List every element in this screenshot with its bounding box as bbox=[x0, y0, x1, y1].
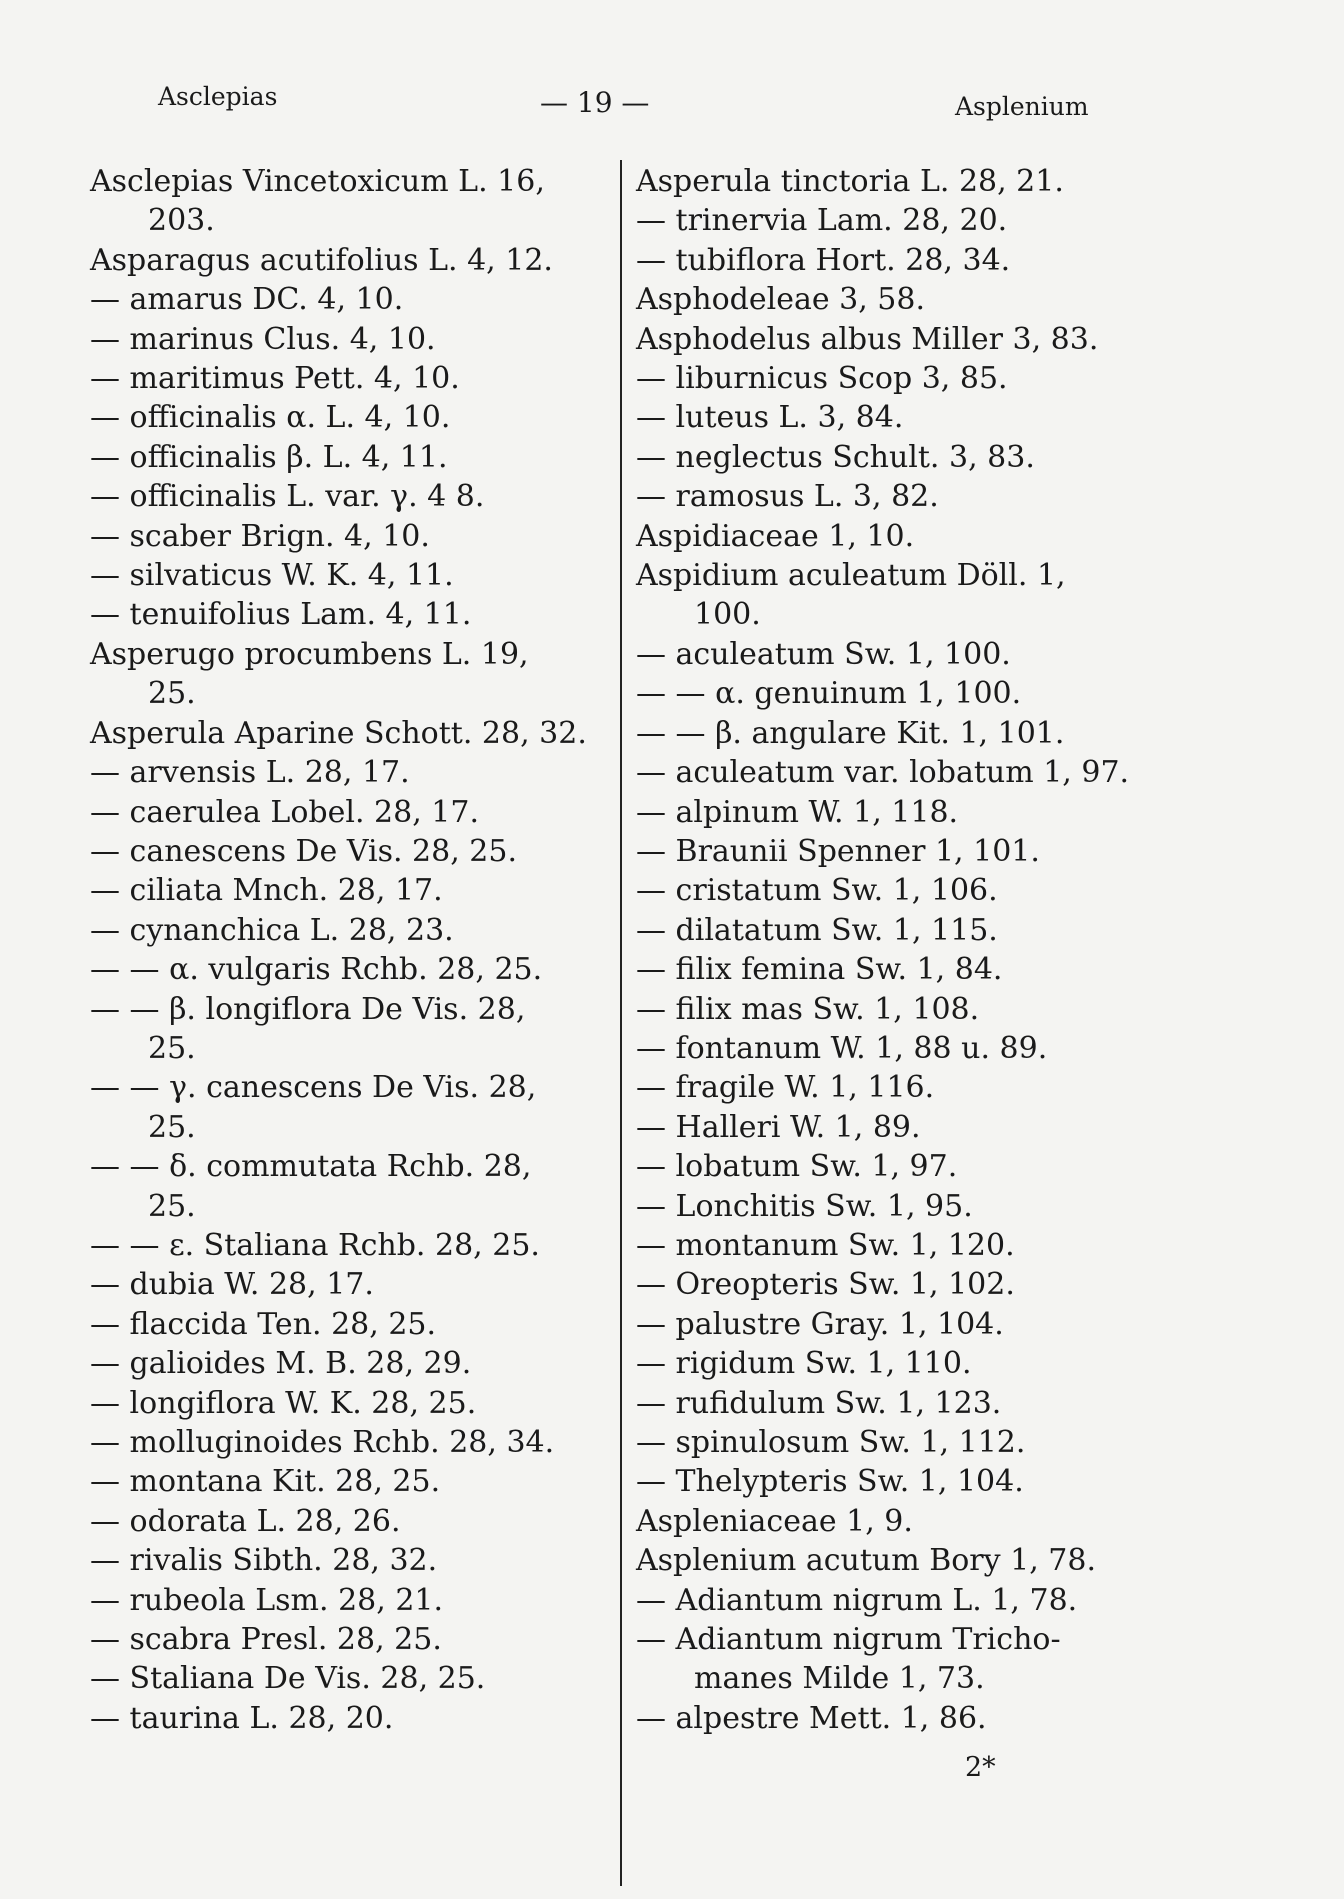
index-entry: — Adiantum nigrum L. 1, 78. bbox=[636, 1582, 1078, 1618]
index-entry: Asperugo procumbens L. 19, bbox=[90, 636, 529, 672]
index-entry: Asparagus acutifolius L. 4, 12. bbox=[90, 242, 553, 278]
index-entry: — aculeatum var. lobatum 1, 97. bbox=[636, 755, 1130, 791]
index-entry: — liburnicus Scop 3, 85. bbox=[636, 361, 1008, 397]
index-entry: 203. bbox=[148, 203, 215, 239]
index-entry: — caerulea Lobel. 28, 17. bbox=[90, 794, 479, 830]
index-entry: — scabra Presl. 28, 25. bbox=[90, 1622, 442, 1658]
column-divider bbox=[620, 160, 622, 1886]
index-entry: — palustre Gray. 1, 104. bbox=[636, 1306, 1004, 1342]
index-entry: — Thelypteris Sw. 1, 104. bbox=[636, 1464, 1024, 1500]
index-entry: — fontanum W. 1, 88 u. 89. bbox=[636, 1030, 1048, 1066]
index-entry: Asclepias Vincetoxicum L. 16, bbox=[90, 164, 545, 199]
index-entry: — — α. genuinum 1, 100. bbox=[636, 676, 1022, 712]
index-entry: — rigidum Sw. 1, 110. bbox=[636, 1346, 972, 1382]
index-column-left bbox=[90, 162, 610, 1738]
index-entry: Aspidium aculeatum Döll. 1, bbox=[636, 558, 1066, 594]
index-entry: — cristatum Sw. 1, 106. bbox=[636, 873, 998, 909]
index-entry: — aculeatum Sw. 1, 100. bbox=[636, 636, 1011, 672]
index-entry: — Braunii Spenner 1, 101. bbox=[636, 833, 1040, 869]
index-entry: — cynanchica L. 28, 23. bbox=[90, 912, 454, 948]
index-entry: — dubia W. 28, 17. bbox=[90, 1267, 374, 1303]
index-entry: — Lonchitis Sw. 1, 95. bbox=[636, 1188, 973, 1224]
index-entry: — scaber Brign. 4, 10. bbox=[90, 518, 430, 554]
index-entry: — officinalis α. L. 4, 10. bbox=[90, 400, 451, 436]
index-entry: — canescens De Vis. 28, 25. bbox=[90, 833, 518, 869]
index-entry: Asphodelus albus Miller 3, 83. bbox=[636, 321, 1099, 357]
index-entry: — officinalis β. L. 4, 11. bbox=[90, 439, 448, 475]
index-entry: — luteus L. 3, 84. bbox=[636, 400, 904, 436]
index-entry: — rubeola Lsm. 28, 21. bbox=[90, 1582, 444, 1618]
index-entry: — odorata L. 28, 26. bbox=[90, 1503, 401, 1539]
index-entry: — marinus Clus. 4, 10. bbox=[90, 321, 436, 357]
index-entry: — alpinum W. 1, 118. bbox=[636, 794, 959, 830]
index-entry: — taurina L. 28, 20. bbox=[90, 1700, 394, 1736]
index-entry: — Oreopteris Sw. 1, 102. bbox=[636, 1267, 1015, 1303]
index-entry: — — β. longiflora De Vis. 28, bbox=[90, 991, 526, 1027]
index-entry: — rivalis Sibth. 28, 32. bbox=[90, 1543, 438, 1579]
index-entry: — silvaticus W. K. 4, 11. bbox=[90, 558, 454, 594]
index-entry: — lobatum Sw. 1, 97. bbox=[636, 1149, 958, 1185]
index-entry: — trinervia Lam. 28, 20. bbox=[636, 203, 1008, 239]
index-entry: — galioides M. B. 28, 29. bbox=[90, 1346, 472, 1382]
index-entry: — montana Kit. 28, 25. bbox=[90, 1464, 441, 1500]
index-entry: — ciliata Mnch. 28, 17. bbox=[90, 873, 443, 909]
index-entry: — spinulosum Sw. 1, 112. bbox=[636, 1425, 1026, 1460]
signature-mark: 2* bbox=[965, 1752, 996, 1783]
index-entry: — Adiantum nigrum Tricho- bbox=[636, 1622, 1061, 1658]
index-entry: 100. bbox=[694, 597, 761, 633]
index-entry: Asphodeleae 3, 58. bbox=[636, 282, 925, 318]
index-entry: — tubiflora Hort. 28, 34. bbox=[636, 242, 1011, 278]
index-entry: — fragile W. 1, 116. bbox=[636, 1070, 935, 1106]
index-entry: — longiflora W. K. 28, 25. bbox=[90, 1385, 477, 1421]
index-entry: — maritimus Pett. 4, 10. bbox=[90, 361, 460, 397]
index-entry: — flaccida Ten. 28, 25. bbox=[90, 1306, 437, 1342]
index-entry: — arvensis L. 28, 17. bbox=[90, 755, 410, 791]
running-header bbox=[0, 82, 1344, 132]
index-entry: — ramosus L. 3, 82. bbox=[636, 479, 939, 515]
index-entry: Aspidiaceae 1, 10. bbox=[636, 518, 915, 554]
index-entry: — — α. vulgaris Rchb. 28, 25. bbox=[90, 952, 543, 988]
index-entry: Asperula tinctoria L. 28, 21. bbox=[636, 164, 1064, 199]
index-entry: — rufidulum Sw. 1, 123. bbox=[636, 1385, 1002, 1421]
index-entry: — tenuifolius Lam. 4, 11. bbox=[90, 597, 472, 633]
index-entry: — Halleri W. 1, 89. bbox=[636, 1109, 921, 1145]
index-entry: — — β. angulare Kit. 1, 101. bbox=[636, 715, 1065, 751]
index-entry: — alpestre Mett. 1, 86. bbox=[636, 1700, 987, 1736]
index-entry: — molluginoides Rchb. 28, 34. bbox=[90, 1425, 555, 1460]
index-column-right bbox=[636, 162, 1176, 1738]
index-entry: — Staliana De Vis. 28, 25. bbox=[90, 1661, 486, 1697]
index-entry: 25. bbox=[148, 1109, 196, 1145]
index-entry: 25. bbox=[148, 1030, 196, 1066]
index-entry: — neglectus Schult. 3, 83. bbox=[636, 439, 1035, 475]
header-left-keyword: Asclepias bbox=[158, 82, 278, 111]
index-entry: — filix mas Sw. 1, 108. bbox=[636, 991, 980, 1027]
index-entry: Aspleniaceae 1, 9. bbox=[636, 1503, 913, 1539]
page-number: — 19 — bbox=[540, 86, 650, 119]
index-entry: Asperula Aparine Schott. 28, 32. bbox=[90, 715, 587, 751]
index-entry: — — γ. canescens De Vis. 28, bbox=[90, 1070, 537, 1106]
header-right-keyword: Asplenium bbox=[955, 92, 1089, 121]
index-entry: — dilatatum Sw. 1, 115. bbox=[636, 912, 998, 948]
index-entry: manes Milde 1, 73. bbox=[694, 1661, 985, 1697]
index-entry: — officinalis L. var. γ. 4 8. bbox=[90, 479, 485, 515]
index-entry: — montanum Sw. 1, 120. bbox=[636, 1227, 1015, 1263]
index-entry: 25. bbox=[148, 676, 196, 712]
index-entry: Asplenium acutum Bory 1, 78. bbox=[636, 1543, 1097, 1579]
index-entry: — amarus DC. 4, 10. bbox=[90, 282, 404, 318]
index-entry: — filix femina Sw. 1, 84. bbox=[636, 952, 1003, 988]
index-entry: 25. bbox=[148, 1188, 196, 1224]
index-entry: — — δ. commutata Rchb. 28, bbox=[90, 1149, 532, 1185]
index-entry: — — ε. Staliana Rchb. 28, 25. bbox=[90, 1227, 540, 1263]
